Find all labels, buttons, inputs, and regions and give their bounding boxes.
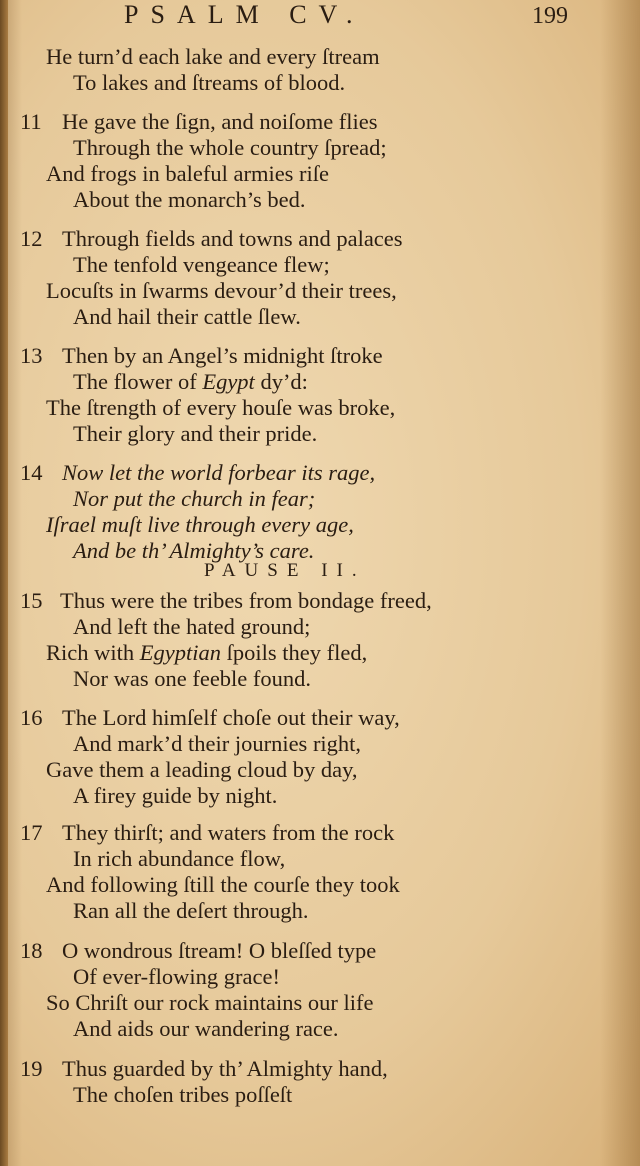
verse-line: And aids our wandering race. — [73, 1016, 339, 1041]
verse-line: The ſtrength of every houſe was broke, — [46, 395, 396, 420]
verse-line: O wondrous ſtream! O bleſſed type — [62, 938, 377, 963]
page-spine-shadow — [0, 0, 8, 1166]
verse-line: And left the hated ground; — [73, 614, 311, 639]
verse-line: Iſrael muſt live through every age, — [46, 512, 354, 537]
page-title: PSALM CV. — [124, 0, 365, 29]
verse-text: ſpoils they fled, — [226, 640, 368, 665]
pause-heading: PAUSE II. — [204, 560, 366, 581]
verse-line: Of ever-flowing grace! — [73, 964, 280, 989]
stanza-number: 11 — [20, 109, 42, 134]
verse-line: He gave the ſign, and noiſome flies — [62, 109, 378, 134]
verse-line: Through fields and towns and palaces — [62, 226, 403, 251]
verse-line: Now let the world forbear its rage, — [62, 460, 376, 485]
verse-line: And mark’d their journies right, — [73, 731, 362, 756]
verse-line: A firey guide by night. — [73, 783, 278, 808]
verse-line — [46, 640, 367, 666]
verse-text-italic: Egypt — [202, 369, 255, 394]
stanza-number: 13 — [20, 343, 43, 368]
verse-line: And following ſtill the courſe they took — [46, 872, 400, 897]
verse-line: The Lord himſelf choſe out their way, — [62, 705, 400, 730]
verse-line: Locuſts in ſwarms devour’d their trees, — [46, 278, 397, 303]
verse-line: He turn’d each lake and every ſtream — [46, 44, 380, 69]
verse-text: dy’d: — [260, 369, 308, 394]
verse-text: The flower of — [73, 369, 197, 394]
verse-line — [73, 369, 308, 395]
stanza-number: 16 — [20, 705, 43, 730]
verse-line: And frogs in baleful armies riſe — [46, 161, 330, 186]
verse-line: The tenfold vengeance flew; — [73, 252, 330, 277]
stanza-number: 19 — [20, 1056, 43, 1081]
verse-line: Nor put the church in fear; — [73, 486, 316, 511]
verse-line: Then by an Angel’s midnight ſtroke — [62, 343, 383, 368]
verse-line: About the monarch’s bed. — [73, 187, 306, 212]
verse-line: The choſen tribes poſſeſt — [73, 1082, 293, 1107]
stanza-number: 14 — [20, 460, 43, 485]
stanza-number: 12 — [20, 226, 43, 251]
verse-line: Their glory and their pride. — [73, 421, 318, 446]
stanza-number: 15 — [20, 588, 43, 613]
verse-line: Through the whole country ſpread; — [73, 135, 387, 160]
verse-line: Nor was one feeble found. — [73, 666, 312, 691]
verse-line: Ran all the deſert through. — [73, 898, 309, 923]
verse-text-italic: Egyptian — [139, 640, 221, 665]
verse-line: They thirſt; and waters from the rock — [62, 820, 395, 845]
verse-line: Thus were the tribes from bondage freed, — [60, 588, 432, 613]
verse-line: And be th’ Almighty’s care. — [73, 538, 315, 563]
verse-line: Thus guarded by th’ Almighty hand, — [62, 1056, 388, 1081]
stanza-number: 17 — [20, 820, 43, 845]
verse-line: In rich abundance flow, — [73, 846, 286, 871]
page-number: 199 — [532, 3, 568, 29]
verse-line: Gave them a leading cloud by day, — [46, 757, 358, 782]
verse-line: To lakes and ſtreams of blood. — [73, 70, 346, 95]
verse-text: Rich with — [46, 640, 135, 665]
stanza-number: 18 — [20, 938, 43, 963]
verse-line: And hail their cattle ſlew. — [73, 304, 301, 329]
verse-line: So Chriſt our rock maintains our life — [46, 990, 374, 1015]
